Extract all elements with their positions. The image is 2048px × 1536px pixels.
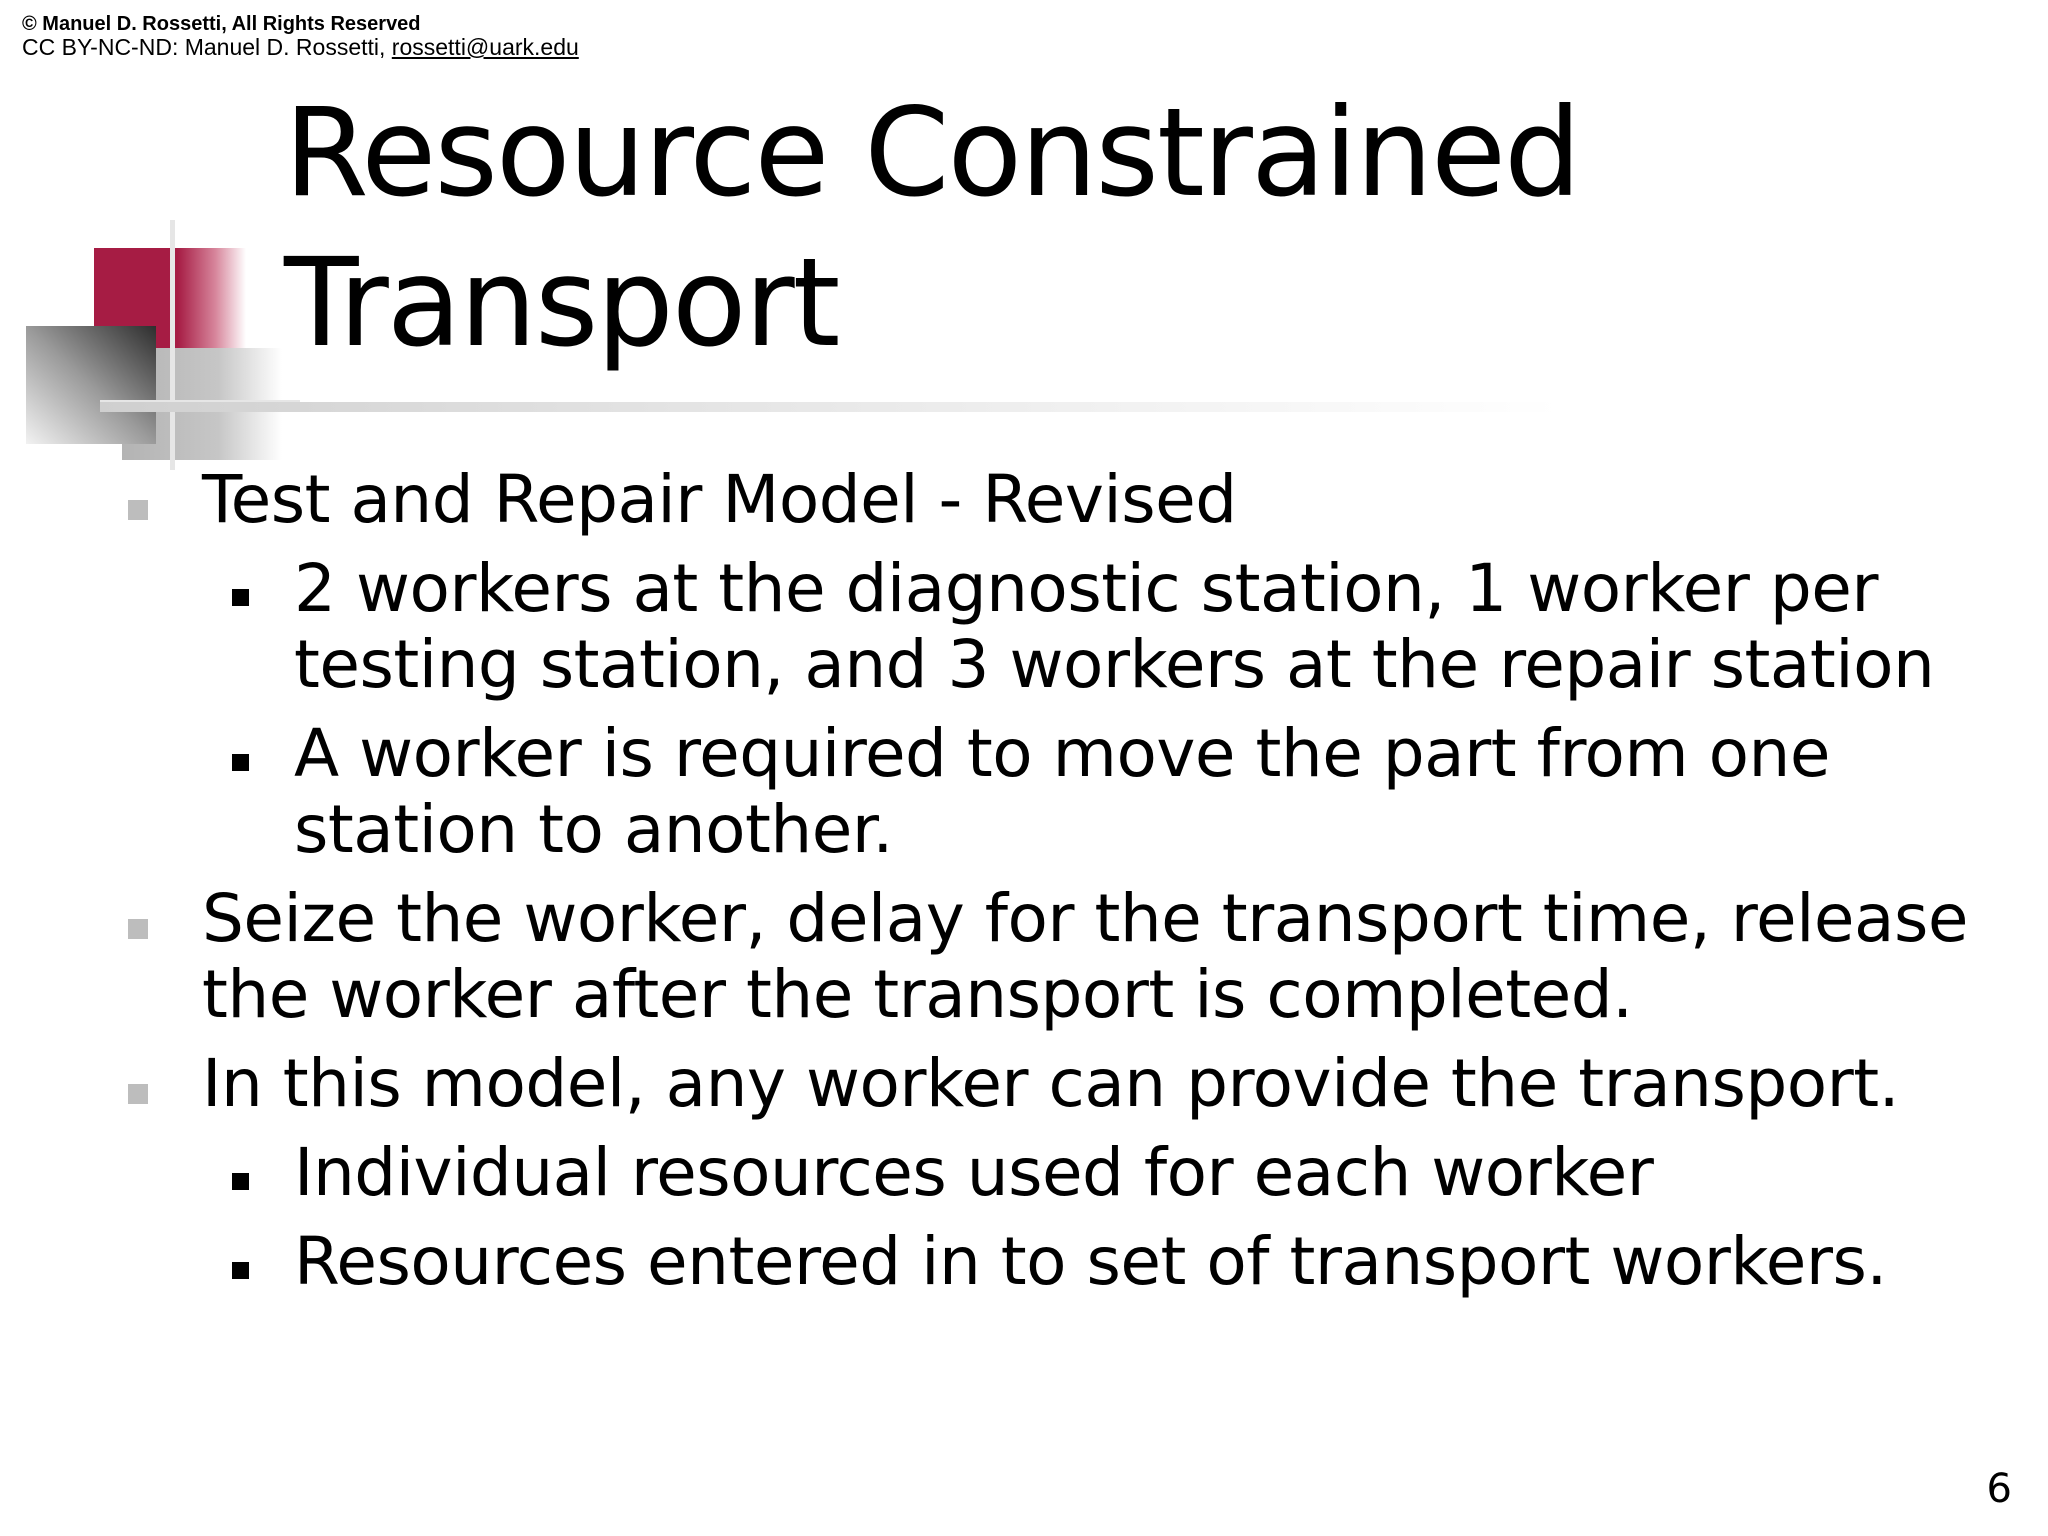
sub-bullet-text: Individual resources used for each worker [294, 1134, 1654, 1211]
license-text: CC BY-NC-ND: Manuel D. Rossetti, [22, 34, 392, 60]
sub-bullet-text: 2 workers at the diagnostic station, 1 worker per testing station, and 3 workers at the repair station [294, 550, 1935, 703]
sub-bullet-item [0, 1135, 2048, 1211]
dark-gradient-square [26, 326, 156, 444]
grey-square-bullet-icon [128, 500, 148, 520]
bullet-text: Test and Repair Model - Revised [202, 461, 1237, 538]
grey-square-bullet-icon [128, 1084, 148, 1104]
bullet-text: In this model, any worker can provide the transport. [202, 1045, 1900, 1122]
bullet-item [0, 881, 2048, 1033]
black-square-bullet-icon [232, 1173, 249, 1190]
black-square-bullet-icon [232, 1262, 249, 1279]
bullet-item [0, 462, 2048, 538]
sub-bullet-item [0, 1224, 2048, 1300]
title-underline [100, 402, 1560, 412]
black-square-bullet-icon [232, 754, 249, 771]
sub-bullet-item [0, 716, 2048, 868]
copyright-line: © Manuel D. Rossetti, All Rights Reserved [22, 13, 421, 35]
copyright-notice [22, 14, 579, 59]
sub-bullet-text: Resources entered in to set of transport workers. [294, 1223, 1887, 1300]
grey-square-bullet-icon [128, 919, 148, 939]
bullet-item [0, 1046, 2048, 1122]
sub-bullet-item [0, 551, 2048, 703]
title-line-1: Resource Constrained [284, 82, 1580, 224]
sub-bullet-text: A worker is required to move the part from one station to another. [294, 715, 1830, 868]
decorative-squares-logo [0, 220, 300, 470]
bullet-text: Seize the worker, delay for the transport time, release the worker after the transport is completed. [202, 880, 1968, 1033]
slide-body [0, 462, 2048, 1313]
black-square-bullet-icon [232, 589, 249, 606]
email-link[interactable]: rossetti@uark.edu [391, 34, 579, 60]
title-line-2: Transport [284, 232, 839, 374]
slide-title [284, 78, 1579, 378]
vertical-cross-line [170, 220, 175, 470]
page-number: 6 [1986, 1466, 2012, 1512]
license-line [22, 35, 579, 59]
